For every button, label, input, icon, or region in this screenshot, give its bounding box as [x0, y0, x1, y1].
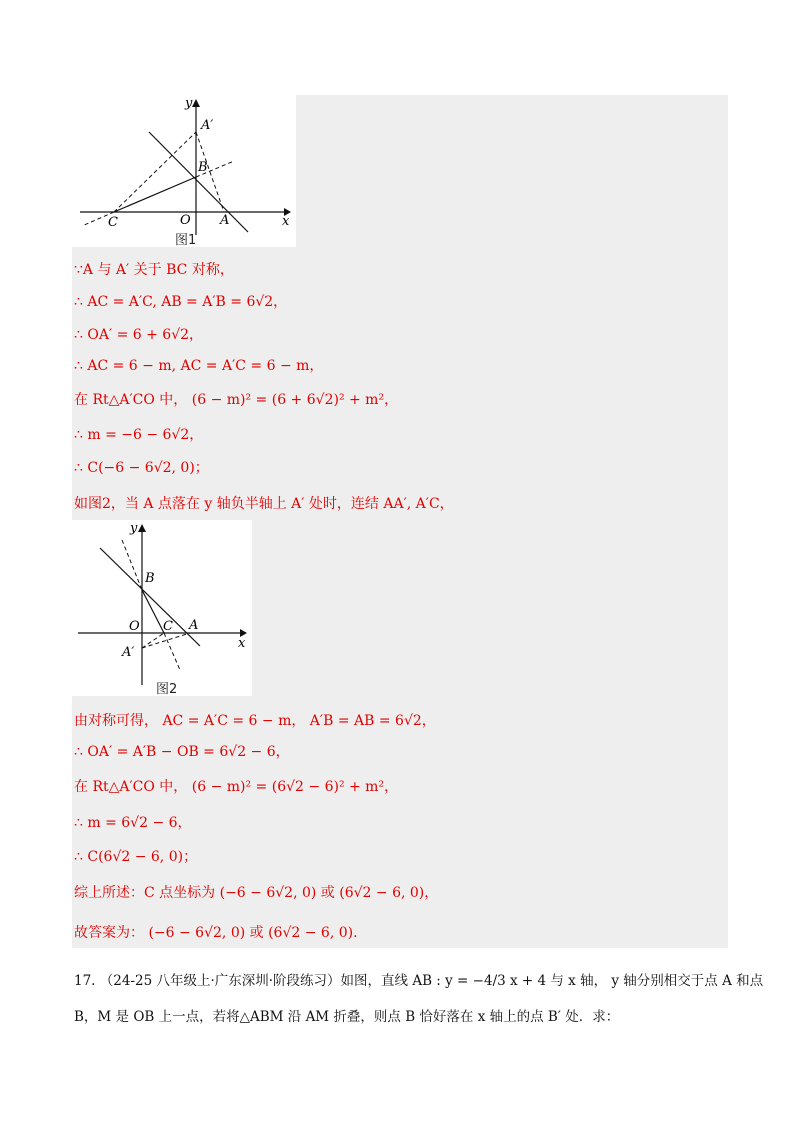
fig2-point-a: A	[189, 618, 199, 633]
fig1-point-a-prime: A′	[201, 118, 214, 133]
solution-line-6: ∴ m = −6 − 6√2，	[74, 427, 204, 443]
solution-line-10: ∴ OA′ = A′B − OB = 6√2 − 6，	[74, 744, 290, 760]
solution-line-14: 综上所述：C 点坐标为 (−6 − 6√2, 0) 或 (6√2 − 6, 0)，	[74, 885, 439, 901]
fig2-point-c: C	[163, 619, 173, 634]
fig2-y-label: y	[130, 521, 138, 536]
fig2-point-a-prime: A′	[122, 645, 135, 660]
fig1-x-label: x	[282, 214, 290, 229]
fig2-point-b: B	[145, 571, 155, 586]
fig1-origin: O	[180, 213, 191, 228]
figure-1-diagram	[72, 95, 296, 247]
fig1-point-c: C	[108, 215, 118, 230]
figure-2-diagram	[72, 520, 252, 696]
figure-2	[72, 520, 252, 696]
figure-1	[72, 95, 296, 247]
figure-2-caption: 图2	[156, 682, 178, 697]
fig1-point-b: B	[198, 160, 208, 175]
question-17-line-1: 17. （24-25 八年级上·广东深圳·阶段练习）如图，直线 AB : y = −4/3 x + 4 与 x 轴， y 轴分别相交于点 A 和点	[74, 973, 764, 989]
solution-line-1: ∵A 与 A′ 关于 BC 对称，	[74, 262, 234, 278]
solution-line-12: ∴ m = 6√2 − 6，	[74, 815, 192, 831]
solution-line-11: 在 Rt△A′CO 中， (6 − m)² = (6√2 − 6)² + m²，	[74, 779, 399, 795]
fig2-x-label: x	[238, 636, 246, 651]
solution-line-3: ∴ OA′ = 6 + 6√2，	[74, 327, 204, 343]
solution-line-15: 故答案为： (−6 − 6√2, 0) 或 (6√2 − 6, 0).	[74, 925, 358, 941]
solution-line-7: ∴ C(−6 − 6√2, 0)；	[74, 460, 209, 476]
solution-line-9: 由对称可得， AC = A′C = 6 − m， A′B = AB = 6√2，	[74, 713, 436, 729]
question-17-line-2: B，M 是 OB 上一点，若将△ABM 沿 AM 折叠，则点 B 恰好落在 x 轴上的点 B′ 处．求：	[74, 1009, 620, 1025]
solution-line-13: ∴ C(6√2 − 6, 0)；	[74, 849, 198, 865]
solution-line-8: 如图2，当 A 点落在 y 轴负半轴上 A′ 处时，连结 AA′, A′C，	[74, 496, 454, 512]
figure-1-caption: 图1	[175, 233, 197, 248]
fig1-y-label: y	[185, 96, 193, 111]
solution-line-2: ∴ AC = A′C, AB = A′B = 6√2，	[74, 294, 288, 310]
fig1-point-a: A	[220, 213, 230, 228]
solution-line-4: ∴ AC = 6 − m, AC = A′C = 6 − m，	[74, 358, 324, 374]
fig2-origin: O	[129, 619, 140, 634]
solution-line-5: 在 Rt△A′CO 中， (6 − m)² = (6 + 6√2)² + m²，	[74, 392, 399, 408]
